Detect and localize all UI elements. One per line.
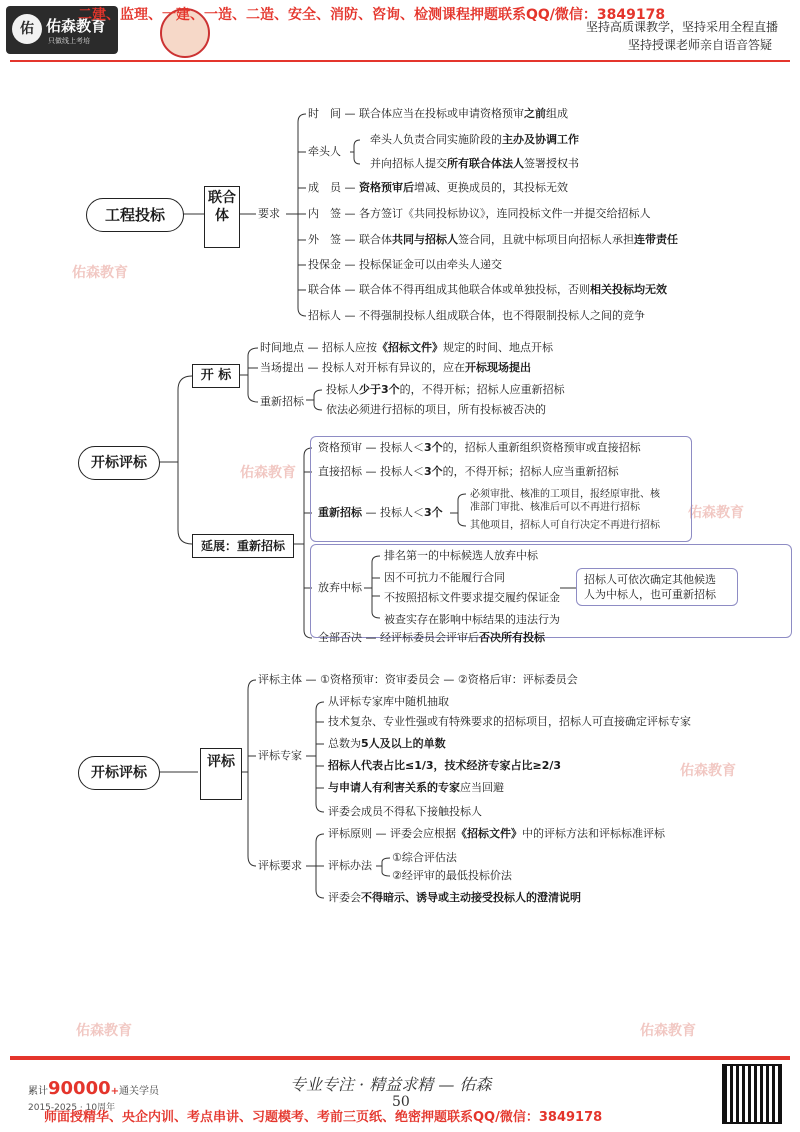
- expert-item: 招标人代表占比≤1/3，技术经济专家占比≥2/3: [328, 759, 562, 772]
- eval-method-label: 评标办法: [328, 859, 372, 872]
- logo-name: 佑森教育: [46, 17, 107, 35]
- ext-rebid-b: 其他项目，招标人可自行决定不再进行招标: [470, 520, 660, 531]
- opening-objection: 当场提出 — 投标人对开标有异议的，应在开标现场提出: [260, 361, 531, 374]
- abandon-result-2: 人为中标人，也可重新招标: [584, 588, 716, 601]
- row-external: 外 签 — 联合体共同与招标人签合同，且就中标项目向招标人承担连带责任: [308, 233, 678, 246]
- eval-subject: 评标主体 — ①资格预审：资审委员会 — ②资格后审：评标委员会: [258, 673, 578, 686]
- opening-time: 时间地点 — 招标人应按《招标文件》规定的时间、地点开标: [260, 341, 553, 354]
- eval-principle: 评标原则 — 评委会应根据《招标文件》中的评标方法和评标标准评标: [328, 827, 665, 840]
- eval-expert-label: 评标专家: [258, 749, 302, 762]
- footer-slogan: 专业专注 · 精益求精 — 佑森: [290, 1075, 492, 1094]
- abandon-item: 排名第一的中标候选人放弃中标: [384, 549, 538, 562]
- label-requirements: 要求: [258, 207, 280, 220]
- row-internal: 内 签 — 各方签订《共同投标协议》，连同投标文件一并提交给招标人: [308, 207, 651, 220]
- topic-evaluation: 开标评标: [78, 756, 160, 790]
- eval-method-b: ②经评审的最低投标价法: [392, 869, 512, 882]
- ext-abandon-label: 放弃中标: [318, 581, 362, 594]
- row-deposit: 投保金 — 投标保证金可以由牵头人递交: [308, 258, 502, 271]
- row-consortium: 联合体 — 联合体不得再组成其他联合体或单独投标，否则相关投标均无效: [308, 283, 667, 296]
- abandon-item: 被查实存在影响中标结果的违法行为: [384, 613, 560, 626]
- box-evaluation: 评标: [200, 748, 242, 800]
- footer-contact: 师面授精华、央企内训、考点串讲、习题模考、考前三页纸、绝密押题联系QQ/微信：3849178: [44, 1110, 603, 1125]
- watermark: 佑森教育: [240, 465, 296, 481]
- opening-rebid-a: 投标人少于3个的，不得开标；招标人应重新招标: [326, 383, 565, 396]
- eval-last: 评委会不得暗示、诱导或主动接受投标人的澄清说明: [328, 891, 581, 904]
- footer-count: 累计90000+通关学员: [28, 1078, 160, 1099]
- row-members: 成 员 — 资格预审后增减、更换成员的，其投标无效: [308, 181, 568, 194]
- header-contact: 二建、监理、一建、一造、二造、安全、消防、咨询、检测课程押题联系QQ/微信：3849178: [78, 7, 666, 23]
- watermark: 佑森教育: [640, 1023, 696, 1039]
- expert-item: 从评标专家库中随机抽取: [328, 695, 449, 708]
- opening-rebid-label: 重新招标: [260, 395, 304, 408]
- footer-years: 2015-2025 · 10周年: [28, 1103, 116, 1113]
- eval-method-a: ①综合评估法: [392, 851, 457, 864]
- ext-rebid-a: 必须审批、核准的工项目，报经原审批、核 准部门审批、核准后可以不再进行招标: [470, 489, 660, 513]
- lead-label: 牵头人: [308, 145, 341, 158]
- lead-item-b: 并向招标人提交所有联合体法人签署授权书: [370, 157, 579, 170]
- ext-prequal: 资格预审 — 投标人＜3个的，招标人重新组织资格预审或直接招标: [318, 441, 641, 454]
- watermark: 佑森教育: [76, 1023, 132, 1039]
- ext-rebid: 重新招标 — 投标人＜3个: [318, 506, 443, 519]
- expert-item: 总数为5人及以上的单数: [328, 737, 446, 750]
- header-line-1: 坚持高质课教学，坚持采用全程直播: [586, 20, 779, 34]
- box-extension: 延展：重新招标: [192, 534, 294, 558]
- watermark: 佑森教育: [680, 763, 736, 779]
- page-number: 50: [392, 1094, 410, 1110]
- watermark: 佑森教育: [688, 505, 744, 521]
- box-consortium: 联合体: [204, 186, 240, 248]
- logo-mark: 佑: [12, 14, 42, 44]
- header-line-2: 坚持授课老师亲自语音答疑: [628, 38, 773, 52]
- topic-opening: 开标评标: [78, 446, 160, 480]
- logo-slogan: 只做线上考培: [48, 37, 90, 45]
- topic-bid: 工程投标: [86, 198, 184, 232]
- opening-rebid-b: 依法必须进行招标的项目，所有投标被否决的: [326, 403, 546, 416]
- eval-demand-label: 评标要求: [258, 859, 302, 872]
- expert-item: 评委会成员不得私下接触投标人: [328, 805, 482, 818]
- watermark: 佑森教育: [72, 265, 128, 281]
- row-tenderer: 招标人 — 不得强制投标人组成联合体，也不得限制投标人之间的竞争: [308, 309, 645, 322]
- box-opening: 开 标: [192, 364, 240, 388]
- footer-rule: [10, 1056, 790, 1060]
- ext-reject: 全部否决 — 经评标委员会评审后否决所有投标: [318, 631, 545, 644]
- expert-item: 技术复杂、专业性强或有特殊要求的招标项目，招标人可直接确定评标专家: [328, 715, 691, 728]
- abandon-item: 不按照招标文件要求提交履约保证金: [384, 591, 560, 604]
- qr-code: [722, 1064, 782, 1124]
- abandon-item: 因不可抗力不能履行合同: [384, 571, 505, 584]
- ext-direct: 直接招标 — 投标人＜3个的，不得开标；招标人应当重新招标: [318, 465, 619, 478]
- row-label: 时 间 — 联合体应当在投标或申请资格预审之前组成: [308, 107, 568, 120]
- expert-item: 与申请人有利害关系的专家应当回避: [328, 781, 504, 794]
- lead-item-a: 牵头人负责合同实施阶段的主办及协调工作: [370, 133, 579, 146]
- abandon-result-1: 招标人可依次确定其他候选: [584, 573, 716, 586]
